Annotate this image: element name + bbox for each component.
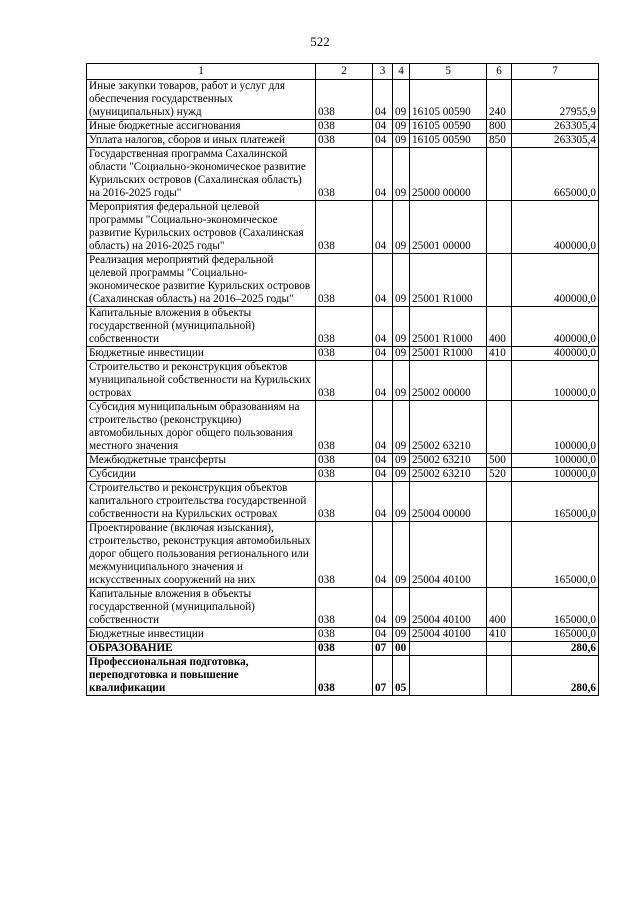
- subsection-cell: 09: [393, 361, 410, 401]
- amount-cell: 400000,0: [512, 347, 599, 361]
- subsection-cell: 09: [393, 454, 410, 468]
- row-name-cell: Иные бюджетные ассигнования: [87, 120, 316, 134]
- row-name-cell: Мероприятия федеральной целевой программы "Социально-экономическое развитие Курильских островов (Сахалинская область) на 2016-2025 годы": [87, 201, 316, 254]
- target-article-cell: [410, 656, 487, 696]
- expense-type-cell: 800: [487, 120, 512, 134]
- subsection-cell: 09: [393, 588, 410, 628]
- column-header: 7: [512, 64, 599, 80]
- admin-code-cell: 038: [316, 307, 373, 347]
- table-row: [87, 201, 599, 254]
- table-row: [87, 254, 599, 307]
- expense-type-cell: 410: [487, 628, 512, 642]
- amount-cell: 280,6: [512, 642, 599, 656]
- target-article-cell: 25001 R1000: [410, 347, 487, 361]
- target-article-cell: 16105 00590: [410, 134, 487, 148]
- column-header: 6: [487, 64, 512, 80]
- table-row: [87, 401, 599, 454]
- row-name-cell: Капитальные вложения в объекты государственной (муниципальной) собственности: [87, 307, 316, 347]
- target-article-cell: 25002 00000: [410, 361, 487, 401]
- amount-cell: 100000,0: [512, 401, 599, 454]
- row-name-cell: Бюджетные инвестиции: [87, 347, 316, 361]
- target-article-cell: 25001 00000: [410, 201, 487, 254]
- section-cell: 07: [373, 656, 393, 696]
- subsection-cell: 09: [393, 120, 410, 134]
- expense-type-cell: 410: [487, 347, 512, 361]
- admin-code-cell: 038: [316, 254, 373, 307]
- amount-cell: 665000,0: [512, 148, 599, 201]
- expense-type-cell: [487, 482, 512, 522]
- admin-code-cell: 038: [316, 148, 373, 201]
- amount-cell: 263305,4: [512, 134, 599, 148]
- target-article-cell: 25002 63210: [410, 454, 487, 468]
- column-header: 3: [373, 64, 393, 80]
- subsection-cell: 09: [393, 148, 410, 201]
- admin-code-cell: 038: [316, 120, 373, 134]
- table-row: [87, 134, 599, 148]
- subsection-cell: 00: [393, 642, 410, 656]
- table-row: [87, 347, 599, 361]
- expense-type-cell: [487, 361, 512, 401]
- amount-cell: 27955,9: [512, 80, 599, 120]
- expense-type-cell: [487, 656, 512, 696]
- subsection-cell: 09: [393, 80, 410, 120]
- expense-type-cell: [487, 201, 512, 254]
- section-cell: 04: [373, 347, 393, 361]
- column-header: 5: [410, 64, 487, 80]
- subsection-cell: 09: [393, 482, 410, 522]
- target-article-cell: 25001 R1000: [410, 307, 487, 347]
- section-cell: 04: [373, 80, 393, 120]
- admin-code-cell: 038: [316, 361, 373, 401]
- subsection-cell: 09: [393, 134, 410, 148]
- row-name-cell: Уплата налогов, сборов и иных платежей: [87, 134, 316, 148]
- table-row: [87, 628, 599, 642]
- admin-code-cell: 038: [316, 134, 373, 148]
- amount-cell: 400000,0: [512, 307, 599, 347]
- admin-code-cell: 038: [316, 454, 373, 468]
- section-cell: 04: [373, 361, 393, 401]
- subsection-cell: 09: [393, 628, 410, 642]
- table-row: [87, 656, 599, 696]
- row-name-cell: Строительство и реконструкция объектов муниципальной собственности на Курильских островах: [87, 361, 316, 401]
- admin-code-cell: 038: [316, 201, 373, 254]
- table-row: [87, 642, 599, 656]
- row-name-cell: Межбюджетные трансферты: [87, 454, 316, 468]
- amount-cell: 263305,4: [512, 120, 599, 134]
- section-cell: 04: [373, 307, 393, 347]
- admin-code-cell: 038: [316, 401, 373, 454]
- table-row: [87, 120, 599, 134]
- section-cell: 04: [373, 148, 393, 201]
- section-cell: 04: [373, 628, 393, 642]
- section-cell: 04: [373, 522, 393, 588]
- target-article-cell: 25004 00000: [410, 482, 487, 522]
- target-article-cell: 25004 40100: [410, 522, 487, 588]
- section-cell: 04: [373, 454, 393, 468]
- expense-type-cell: 400: [487, 307, 512, 347]
- admin-code-cell: 038: [316, 347, 373, 361]
- table-row: [87, 80, 599, 120]
- target-article-cell: 25001 R1000: [410, 254, 487, 307]
- header-row: [87, 64, 599, 80]
- admin-code-cell: 038: [316, 482, 373, 522]
- table-row: [87, 588, 599, 628]
- row-name-cell: Субсидия муниципальным образованиям на строительство (реконструкцию) автомобильных дорог общего пользования местного значения: [87, 401, 316, 454]
- section-cell: 04: [373, 201, 393, 254]
- section-cell: 04: [373, 482, 393, 522]
- admin-code-cell: 038: [316, 628, 373, 642]
- target-article-cell: 25004 40100: [410, 628, 487, 642]
- row-name-cell: Капитальные вложения в объекты государственной (муниципальной) собственности: [87, 588, 316, 628]
- subsection-cell: 09: [393, 254, 410, 307]
- row-name-cell: Иные закупки товаров, работ и услуг для обеспечения государственных (муниципальных) нужд: [87, 80, 316, 120]
- expense-type-cell: [487, 642, 512, 656]
- subsection-cell: 09: [393, 522, 410, 588]
- table-row: [87, 454, 599, 468]
- expense-type-cell: [487, 522, 512, 588]
- target-article-cell: 25000 00000: [410, 148, 487, 201]
- admin-code-cell: 038: [316, 80, 373, 120]
- target-article-cell: 16105 00590: [410, 80, 487, 120]
- column-header: 4: [393, 64, 410, 80]
- amount-cell: 280,6: [512, 656, 599, 696]
- target-article-cell: [410, 642, 487, 656]
- row-name-cell: Профессиональная подготовка, переподготовка и повышение квалификации: [87, 656, 316, 696]
- section-cell: 04: [373, 588, 393, 628]
- admin-code-cell: 038: [316, 588, 373, 628]
- row-name-cell: Реализация мероприятий федеральной целевой программы "Социально-экономическое развитие Курильских островов (Сахалинская область) на 2016–2025 годы": [87, 254, 316, 307]
- table-row: [87, 468, 599, 482]
- amount-cell: 165000,0: [512, 522, 599, 588]
- row-name-cell: Строительство и реконструкция объектов капитального строительства государственной собственности на Курильских островах: [87, 482, 316, 522]
- section-cell: 07: [373, 642, 393, 656]
- amount-cell: 165000,0: [512, 628, 599, 642]
- expense-type-cell: [487, 401, 512, 454]
- section-cell: 04: [373, 401, 393, 454]
- subsection-cell: 09: [393, 201, 410, 254]
- admin-code-cell: 038: [316, 642, 373, 656]
- amount-cell: 400000,0: [512, 201, 599, 254]
- section-cell: 04: [373, 468, 393, 482]
- subsection-cell: 05: [393, 656, 410, 696]
- amount-cell: 165000,0: [512, 482, 599, 522]
- table-row: [87, 307, 599, 347]
- page-number: 522: [310, 34, 330, 49]
- subsection-cell: 09: [393, 307, 410, 347]
- amount-cell: 100000,0: [512, 454, 599, 468]
- table-row: [87, 522, 599, 588]
- admin-code-cell: 038: [316, 656, 373, 696]
- section-cell: 04: [373, 120, 393, 134]
- amount-cell: 400000,0: [512, 254, 599, 307]
- expense-type-cell: 400: [487, 588, 512, 628]
- table-row: [87, 361, 599, 401]
- subsection-cell: 09: [393, 401, 410, 454]
- section-cell: 04: [373, 254, 393, 307]
- budget-table: [86, 63, 599, 696]
- row-name-cell: Проектирование (включая изыскания), строительство, реконструкция автомобильных дорог общего пользования регионального или межмуниципального значения и искусственных сооружений на них: [87, 522, 316, 588]
- section-cell: 04: [373, 134, 393, 148]
- expense-type-cell: 850: [487, 134, 512, 148]
- column-header: 1: [87, 64, 316, 80]
- target-article-cell: 25002 63210: [410, 468, 487, 482]
- expense-type-cell: 500: [487, 454, 512, 468]
- row-name-cell: Субсидии: [87, 468, 316, 482]
- expense-type-cell: 240: [487, 80, 512, 120]
- row-name-cell: ОБРАЗОВАНИЕ: [87, 642, 316, 656]
- row-name-cell: Бюджетные инвестиции: [87, 628, 316, 642]
- amount-cell: 100000,0: [512, 468, 599, 482]
- table-row: [87, 148, 599, 201]
- subsection-cell: 09: [393, 347, 410, 361]
- table-row: [87, 482, 599, 522]
- amount-cell: 165000,0: [512, 588, 599, 628]
- expense-type-cell: 520: [487, 468, 512, 482]
- column-header: 2: [316, 64, 373, 80]
- row-name-cell: Государственная программа Сахалинской области "Социально-экономическое развитие Курильских островов (Сахалинская область) на 2016-2025 годы": [87, 148, 316, 201]
- amount-cell: 100000,0: [512, 361, 599, 401]
- admin-code-cell: 038: [316, 522, 373, 588]
- subsection-cell: 09: [393, 468, 410, 482]
- target-article-cell: 25004 40100: [410, 588, 487, 628]
- admin-code-cell: 038: [316, 468, 373, 482]
- expense-type-cell: [487, 254, 512, 307]
- target-article-cell: 16105 00590: [410, 120, 487, 134]
- expense-type-cell: [487, 148, 512, 201]
- target-article-cell: 25002 63210: [410, 401, 487, 454]
